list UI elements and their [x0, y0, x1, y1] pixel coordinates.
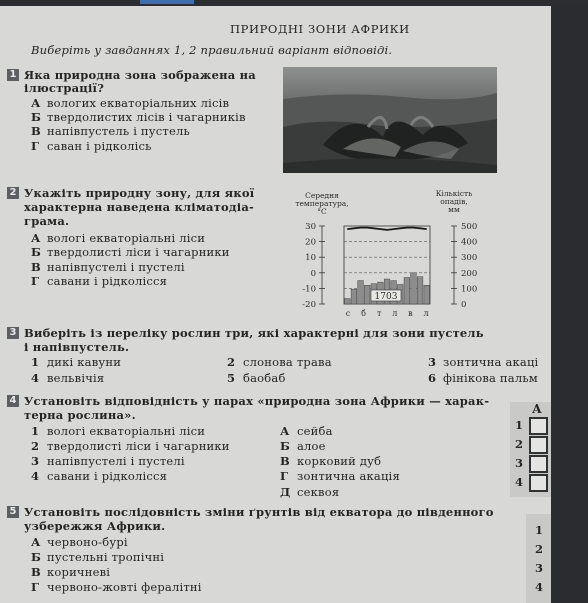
q2-text-line3: грама.: [24, 214, 70, 228]
q4-grid-row-3: 3: [515, 456, 524, 470]
q2-option-v[interactable]: напівпустелі і пустелі: [47, 260, 185, 274]
q4-left-num-1: 1: [31, 424, 40, 438]
q3-item-6[interactable]: фінікова пальм: [443, 371, 538, 385]
instructions: Виберіть у завданнях 1, 2 правильний варіант відповіді.: [31, 43, 393, 57]
q4-answer-box-2[interactable]: [529, 436, 548, 454]
q2-text-line2: характерна наведена кліматодіа-: [24, 200, 254, 214]
q4-right-letter-g: Г: [280, 469, 289, 483]
precip-bar: [364, 285, 370, 304]
q4-right-letter-b: Б: [280, 439, 291, 453]
precip-bar: [358, 281, 364, 304]
left-axis-tick-label: -20: [302, 300, 316, 310]
q5-grid-row-3: 3: [535, 561, 544, 575]
q1-option-a[interactable]: вологих екваторіальних лісів: [47, 96, 230, 110]
annual-total-label: 1703: [374, 292, 398, 302]
temperature-line: [347, 228, 426, 230]
q5-text-line2: узбережжя Африки.: [24, 519, 166, 533]
q3-text-line2: і напівпустель.: [24, 340, 130, 354]
q1-option-letter-g: Г: [31, 139, 40, 153]
q4-grid-row-1: 1: [515, 418, 524, 432]
left-axis-tick-label: 10: [305, 253, 316, 264]
q4-answer-box-3[interactable]: [529, 455, 548, 473]
q5-option-a: червоно-бурі: [47, 535, 128, 549]
right-axis-title-line: Кількість: [435, 189, 473, 198]
q4-right-v: корковий дуб: [297, 454, 382, 468]
q1-option-letter-v: В: [31, 124, 41, 138]
q1-text-line2: ілюстрації?: [24, 81, 105, 95]
q4-grid-header: А: [532, 402, 542, 416]
q4-right-a: сейба: [297, 424, 333, 438]
question-number-2: 2: [7, 187, 19, 199]
q3-item-1[interactable]: дикі кавуни: [47, 355, 122, 369]
q1-option-g[interactable]: саван і рідколісь: [47, 139, 152, 153]
q4-right-letter-v: В: [280, 454, 290, 468]
q5-grid-row-2: 2: [535, 542, 544, 556]
q4-right-letter-d: Д: [280, 485, 291, 499]
right-axis-tick-label: 0: [461, 300, 467, 310]
left-axis-tick-label: 30: [305, 222, 316, 232]
right-axis-tick-label: 400: [461, 237, 478, 248]
q5-text-line1: Установіть послідовність зміни ґрунтів від екватора до південного: [24, 505, 494, 519]
q4-left-3: напівпустелі і пустелі: [47, 454, 185, 468]
q4-left-4: савани і рідколісся: [47, 469, 168, 483]
q4-left-num-2: 2: [31, 439, 40, 453]
precip-bar: [417, 277, 423, 304]
q4-right-letter-a: А: [280, 424, 290, 438]
q3-item-num-2: 2: [227, 355, 236, 369]
month-label: т: [376, 309, 382, 318]
right-axis-tick-label: 500: [461, 222, 478, 232]
q1-option-b[interactable]: твердолистих лісів і чагарників: [47, 110, 246, 124]
q5-option-b: пустельні тропічні: [47, 550, 165, 564]
q4-grid-row-4: 4: [515, 475, 524, 489]
q1-text-line1: Яка природна зона зображена на: [24, 68, 256, 82]
dark-background-edge: [551, 0, 588, 603]
q5-option-g: червоно-жовті фералітні: [47, 580, 202, 594]
top-blue-tab: [140, 0, 194, 4]
page-title: ПРИРОДНІ ЗОНИ АФРИКИ: [230, 22, 410, 36]
month-label: с: [345, 309, 351, 318]
q5-option-letter-v: В: [31, 565, 41, 579]
q3-item-num-3: 3: [428, 355, 437, 369]
q3-item-num-1: 1: [31, 355, 40, 369]
q2-option-letter-a: А: [31, 231, 41, 245]
q4-answer-box-4[interactable]: [529, 474, 548, 492]
q2-option-b[interactable]: твердолисті ліси і чагарники: [47, 245, 230, 259]
q1-option-letter-a: А: [31, 96, 41, 110]
question-number-3: 3: [7, 327, 19, 339]
q4-left-num-3: 3: [31, 454, 40, 468]
climate-diagram: [282, 186, 522, 322]
q2-option-letter-v: В: [31, 260, 41, 274]
q2-option-letter-b: Б: [31, 245, 42, 259]
q2-option-a[interactable]: вологі екваторіальні ліси: [47, 231, 206, 245]
q4-left-1: вологі екваторіальні ліси: [47, 424, 206, 438]
right-axis-title-line: мм: [448, 205, 460, 214]
q3-item-num-5: 5: [227, 371, 236, 385]
right-axis-title-line: опадів,: [440, 197, 468, 206]
precip-bar: [424, 285, 430, 304]
precip-bar: [404, 277, 410, 304]
q4-left-2: твердолисті ліси і чагарники: [47, 439, 230, 453]
q3-item-2[interactable]: слонова трава: [243, 355, 332, 369]
month-label: в: [408, 309, 413, 318]
q3-item-4[interactable]: вельвічія: [47, 371, 105, 385]
precip-bar: [351, 289, 357, 304]
illustration-photo-welwitschia: [283, 67, 497, 173]
q4-right-d: секвоя: [297, 485, 340, 499]
q2-option-letter-g: Г: [31, 274, 40, 288]
question-number-1: 1: [7, 69, 19, 81]
left-axis-title-line: температура,: [295, 199, 349, 208]
q4-text-line2: терна рослина».: [24, 408, 136, 422]
q4-right-b: алое: [297, 439, 326, 453]
right-axis-tick-label: 100: [461, 284, 478, 295]
precip-bar: [411, 273, 417, 304]
q3-item-num-6: 6: [428, 371, 437, 385]
top-dark-strip: [0, 0, 588, 6]
month-label: л: [392, 309, 398, 318]
q5-grid-row-4: 4: [535, 580, 544, 594]
right-axis-tick-label: 300: [461, 253, 478, 264]
q5-option-letter-a: А: [31, 535, 41, 549]
month-label: б: [361, 309, 367, 318]
q4-grid-row-2: 2: [515, 437, 524, 451]
q3-item-3[interactable]: зонтична акаці: [443, 355, 539, 369]
q1-option-letter-b: Б: [31, 110, 42, 124]
month-label: л: [423, 309, 429, 318]
q2-text-line1: Укажіть природну зону, для якої: [24, 186, 255, 200]
q5-grid-row-1: 1: [535, 523, 544, 537]
desert-plant-image: [283, 67, 497, 173]
question-number-4: 4: [7, 395, 19, 407]
left-axis-title-line: Середня: [305, 191, 339, 200]
q5-option-letter-b: Б: [31, 550, 42, 564]
q3-item-5[interactable]: баобаб: [243, 371, 286, 385]
q4-text-line1: Установіть відповідність у парах «природна зона Африки — харак-: [24, 394, 490, 408]
left-axis-tick-label: 0: [310, 268, 316, 279]
q5-option-letter-g: Г: [31, 580, 40, 594]
q4-answer-box-1[interactable]: [529, 417, 548, 435]
q3-text-line1: Виберіть із переліку рослин три, які характерні для зони пустель: [24, 326, 484, 340]
left-axis-tick-label: 20: [305, 237, 316, 248]
q2-option-g[interactable]: савани і рідколісся: [47, 274, 168, 288]
q4-left-num-4: 4: [31, 469, 40, 483]
precip-bar: [345, 299, 351, 304]
q5-option-v: коричневі: [47, 565, 111, 579]
q1-option-v[interactable]: напівпустель і пустель: [47, 124, 190, 138]
q3-item-num-4: 4: [31, 371, 40, 385]
left-axis-title-line: °С: [317, 207, 327, 216]
right-axis-tick-label: 200: [461, 268, 478, 279]
left-axis-tick-label: -10: [302, 284, 316, 295]
question-number-5: 5: [7, 506, 19, 518]
q4-right-g: зонтична акація: [297, 469, 400, 483]
